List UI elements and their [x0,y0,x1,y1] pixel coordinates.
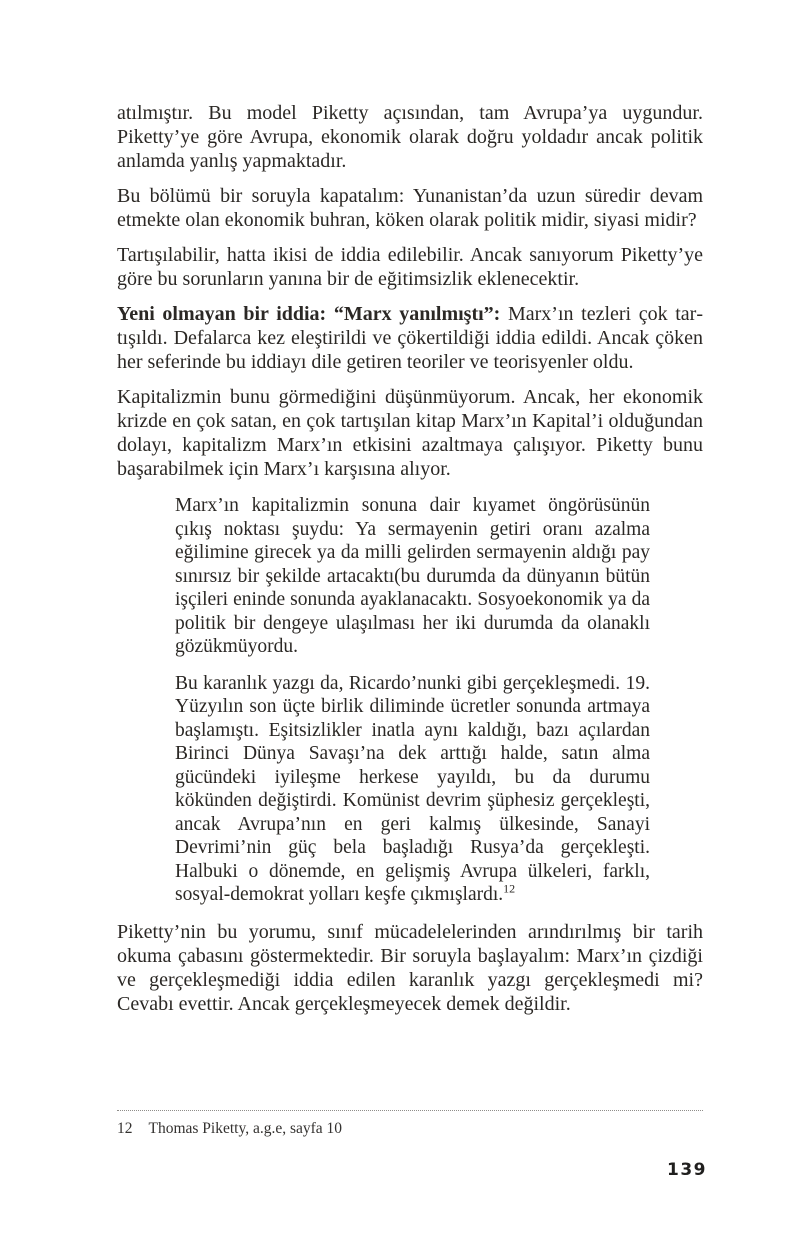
body-paragraph-5: Kapitalizmin bunu görmediğini düşünmüyorum. Ancak, her ekonomik krizde en çok satan, en çok tartışılan kitap Marx’ın Kapital’i olduğundan dolayı, kapitalizm Marx’ın etkisini azaltmaya çalışıyor. Piketty bunu başarabilmek için Marx’ı karşısına alıyor. [117,386,703,480]
footnote-text: Thomas Piketty, a.g.e, sayfa 10 [148,1120,343,1137]
footnote-block [117,1110,703,1138]
page-number: 139 [667,1160,707,1180]
footnote [117,1119,703,1138]
block-quote [175,494,650,907]
paragraph-bold-lead: Yeni olmayan bir iddia: “Marx yanılmıştı”: [117,303,501,325]
body-paragraph-1: atılmıştır. Bu model Piketty açısından, tam Avrupa’ya uygundur. Piketty’ye göre Avrupa, ekonomik olarak doğru yoldadır ancak politik anlamda yanlış yapmaktadır. [117,102,703,172]
footnote-divider [117,1110,703,1111]
footnote-number: 12 [117,1120,133,1137]
body-paragraph-3: Tartışılabilir, hatta ikisi de iddia edilebilir. Ancak sanıyorum Piketty’ye göre bu sorunların yanına bir de eğitimsizlik eklenecektir. [117,244,703,290]
quote-paragraph-2 [175,672,650,907]
paragraph-text: Marx’ın tezleri çok tartışıldı. Defalarca kez eleştirildi ve çökertildiği iddia edildi. Ancak çöken her seferinde bu iddiayı dile getiren teoriler ve teorisyenler oldu. [117,303,703,373]
quote-paragraph-text: Bu karanlık yazgı da, Ricardo’nunki gibi gerçekleşmedi. 19. Yüzyılın son üçte birlik diliminde ücretler sonunda artmaya başlamıştı. Eşitsizlikler inatla aynı kaldığı, bazı açılardan Birinci Dünya Savaşı’na dek arttığı halde, satın alma gücündeki iyileşme herkese yayıldı, bu da durumu kökünden değiştirdi. Komünist devrim şüphesiz gerçekleşti, ancak Avrupa’nın en geri kalmış ülkesinde, Sanayi Devrimi’nin güç bela başladığı Rusya’da gerçekleşti. Halbuki o dönemde, en gelişmiş Avrupa ülkeleri, farklı, sosyal-demokrat yolları keşfe çıkmışlardı. [175,672,650,905]
quote-paragraph-1: Marx’ın kapitalizmin sonuna dair kıyamet öngörüsünün çıkış noktası şuydu: Ya sermayenin getiri oranı azalma eğilimine girecek ya da milli gelirden sermayenin aldığı pay sınırsız bir şekilde artacaktı(bu durumda da dünyanın bütün işçileri eninde sonunda ayaklanacaktı. Sosyoekonomik ya da politik bir dengeye ulaşılması her iki durumda da olanaklı gözükmüyordu. [175,495,650,657]
footnote-reference-12: 12 [503,881,516,896]
page-text-content [117,101,703,1027]
body-closing-paragraph: Piketty’nin bu yorumu, sınıf mücadelelerinden arındırılmış bir tarih okuma çabasını göstermektedir. Bir soruyla başlayalım: Marx’ın çizdiği ve gerçekleşmediği iddia edilen karanlık yazgı gerçekleşmedi mi? Cevabı evettir. Ancak gerçekleşmeyecek demek değildir. [117,920,703,1015]
body-paragraph-4 [117,302,703,374]
body-paragraph-2: Bu bölümü bir soruyla kapatalım: Yunanistan’da uzun süredir devam etmekte olan ekonomik buhran, köken olarak politik midir, siyasi midir? [117,185,703,231]
